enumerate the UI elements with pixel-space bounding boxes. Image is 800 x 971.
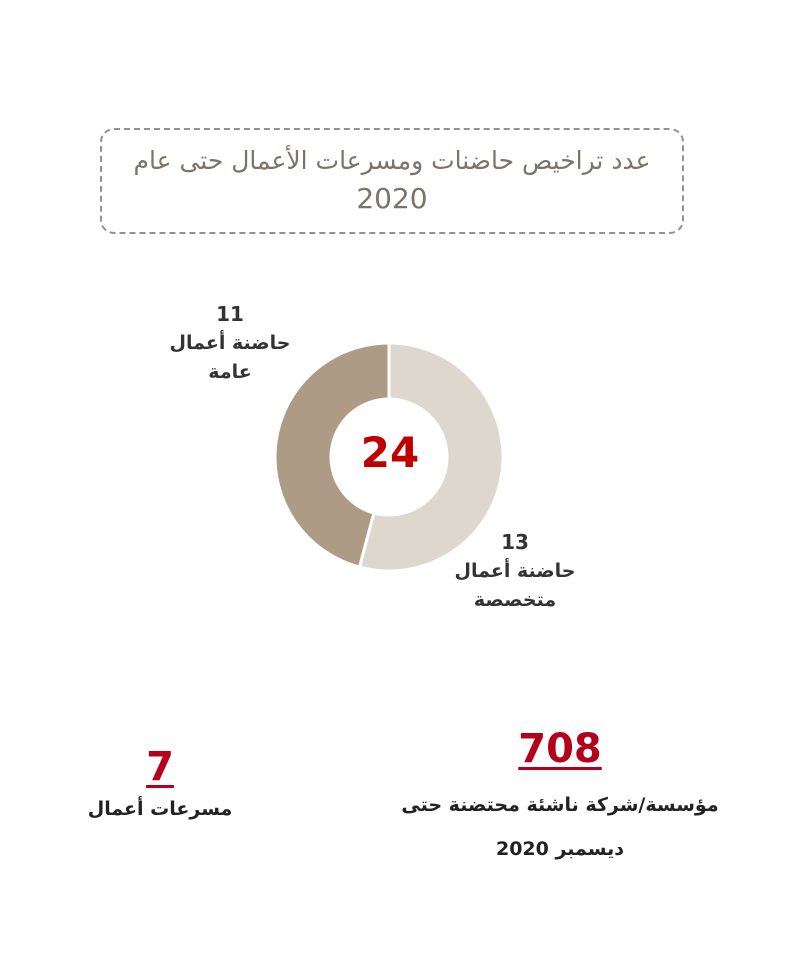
startups-count: 708 <box>518 726 602 772</box>
title-line-1: عدد تراخيص حاضنات ومسرعات الأعمال حتى عام <box>133 146 651 175</box>
slice-value-label-general: 11 <box>216 302 244 326</box>
accelerators-count: 7 <box>146 744 174 790</box>
title-line-2: 2020 <box>356 182 428 215</box>
accelerators-caption: مسرعات أعمال <box>87 798 233 820</box>
startups-caption-line2: ديسمبر 2020 <box>495 838 625 860</box>
slice-label-specialized <box>430 528 600 615</box>
slice-name-line2-specialized: متخصصة <box>473 589 557 611</box>
stat-accelerators <box>60 740 260 824</box>
donut-center-total: 24 <box>360 428 420 477</box>
startups-caption-line1: مؤسسة/شركة ناشئة محتضنة حتى <box>401 794 719 816</box>
slice-value-label-specialized: 13 <box>501 530 529 554</box>
slice-name-line2-general: عامة <box>208 361 252 383</box>
slice-name-line1-general: حاضنة أعمال <box>169 332 291 354</box>
stat-startups <box>400 722 720 864</box>
slice-label-general <box>150 300 310 387</box>
slice-name-line1-specialized: حاضنة أعمال <box>454 560 576 582</box>
